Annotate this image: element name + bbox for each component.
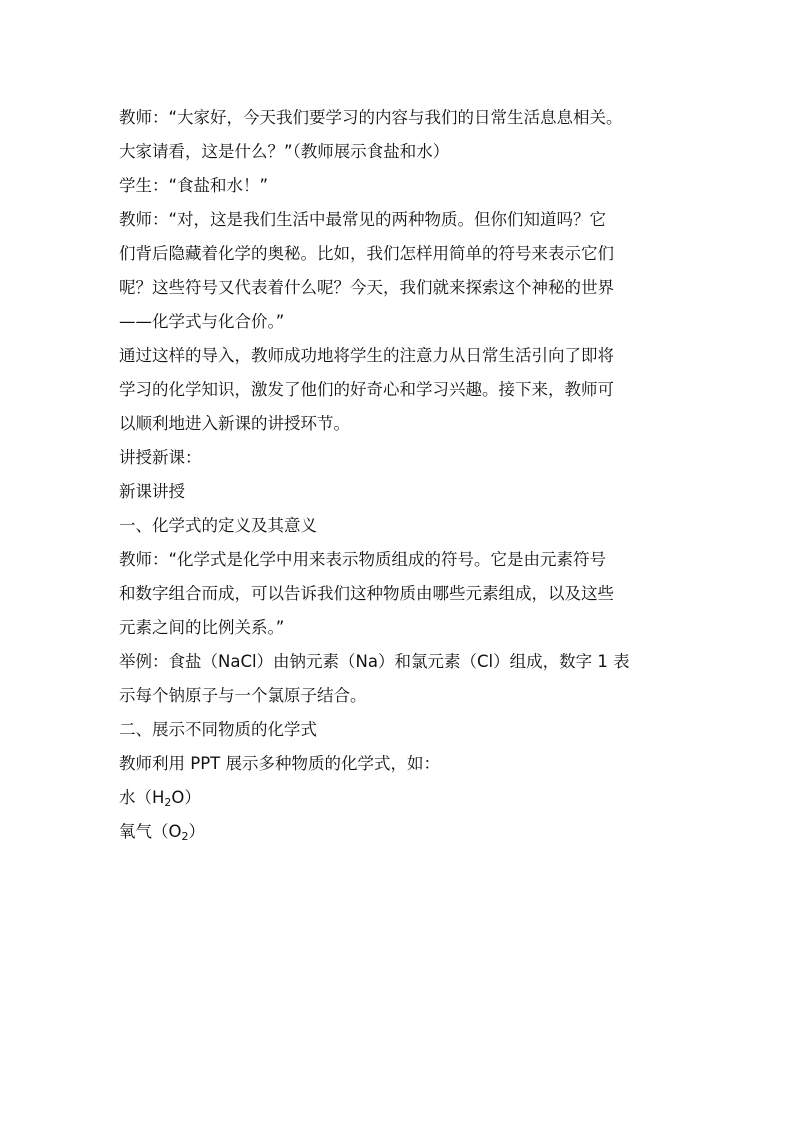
text-line: 学习的化学知识，激发了他们的好奇心和学习兴趣。接下来，教师可	[119, 380, 614, 399]
text-line: 举例：食盐（NaCl）由钠元素（Na）和氯元素（Cl）组成，数字 1 表	[119, 652, 630, 671]
paragraph-example	[119, 645, 685, 713]
formula-symbol: O	[168, 822, 182, 841]
text-line: 呢？这些符号又代表着什么呢？今天，我们就来探索这个神秘的世界	[119, 278, 614, 297]
formula-oxygen	[119, 815, 685, 849]
formula-subscript: 2	[181, 830, 189, 843]
text-line: 通过这样的导入，教师成功地将学生的注意力从日常生活引向了即将	[119, 346, 614, 365]
text-line: 二、展示不同物质的化学式	[119, 720, 317, 739]
paragraph-summary	[119, 339, 685, 441]
text-line: 教师：“对，这是我们生活中最常见的两种物质。但你们知道吗？它	[119, 210, 607, 229]
formula-close-paren: ）	[184, 788, 201, 807]
text-line: 学生：“食盐和水！”	[119, 176, 269, 195]
formula-open-paren: （	[135, 788, 152, 807]
heading-new-lesson	[119, 441, 685, 475]
text-line: 一、化学式的定义及其意义	[119, 516, 317, 535]
text-line: ——化学式与化合价。”	[119, 312, 285, 331]
text-line: 示每个钠原子与一个氯原子结合。	[119, 686, 367, 705]
formula-open-paren: （	[152, 822, 169, 841]
section-heading-2	[119, 713, 685, 747]
formula-close-paren: ）	[188, 822, 205, 841]
text-line: 以顺利地进入新课的讲授环节。	[119, 414, 350, 433]
formula-water	[119, 781, 685, 815]
formula-line	[119, 781, 685, 815]
text-line: 和数字组合而成，可以告诉我们这种物质由哪些元素组成，以及这些	[119, 584, 614, 603]
formula-name: 氧气	[119, 822, 152, 841]
paragraph-teacher-intro	[119, 101, 685, 169]
text-line: 讲授新课：	[119, 448, 202, 467]
formula-name: 水	[119, 788, 136, 807]
formula-symbol: O	[171, 788, 185, 807]
document-body	[119, 101, 685, 849]
formula-symbol: H	[152, 788, 165, 807]
paragraph-definition	[119, 543, 685, 645]
text-line: 教师利用 PPT 展示多种物质的化学式，如：	[119, 754, 440, 773]
text-line: 新课讲授	[119, 482, 185, 501]
paragraph-student-reply	[119, 169, 685, 203]
heading-lesson-teaching	[119, 475, 685, 509]
formula-line	[119, 815, 685, 849]
formula-subscript: 2	[164, 796, 172, 809]
text-line: 大家请看，这是什么？”（教师展示食盐和水）	[119, 142, 450, 161]
text-line: 们背后隐藏着化学的奥秘。比如，我们怎样用简单的符号来表示它们	[119, 244, 614, 263]
text-line: 教师：“化学式是化学中用来表示物质组成的符号。它是由元素符号	[119, 550, 607, 569]
paragraph-ppt-intro	[119, 747, 685, 781]
text-line: 元素之间的比例关系。”	[119, 618, 285, 637]
text-line: 教师：“大家好，今天我们要学习的内容与我们的日常生活息息相关。	[119, 108, 623, 127]
section-heading-1	[119, 509, 685, 543]
paragraph-teacher-explanation	[119, 203, 685, 339]
